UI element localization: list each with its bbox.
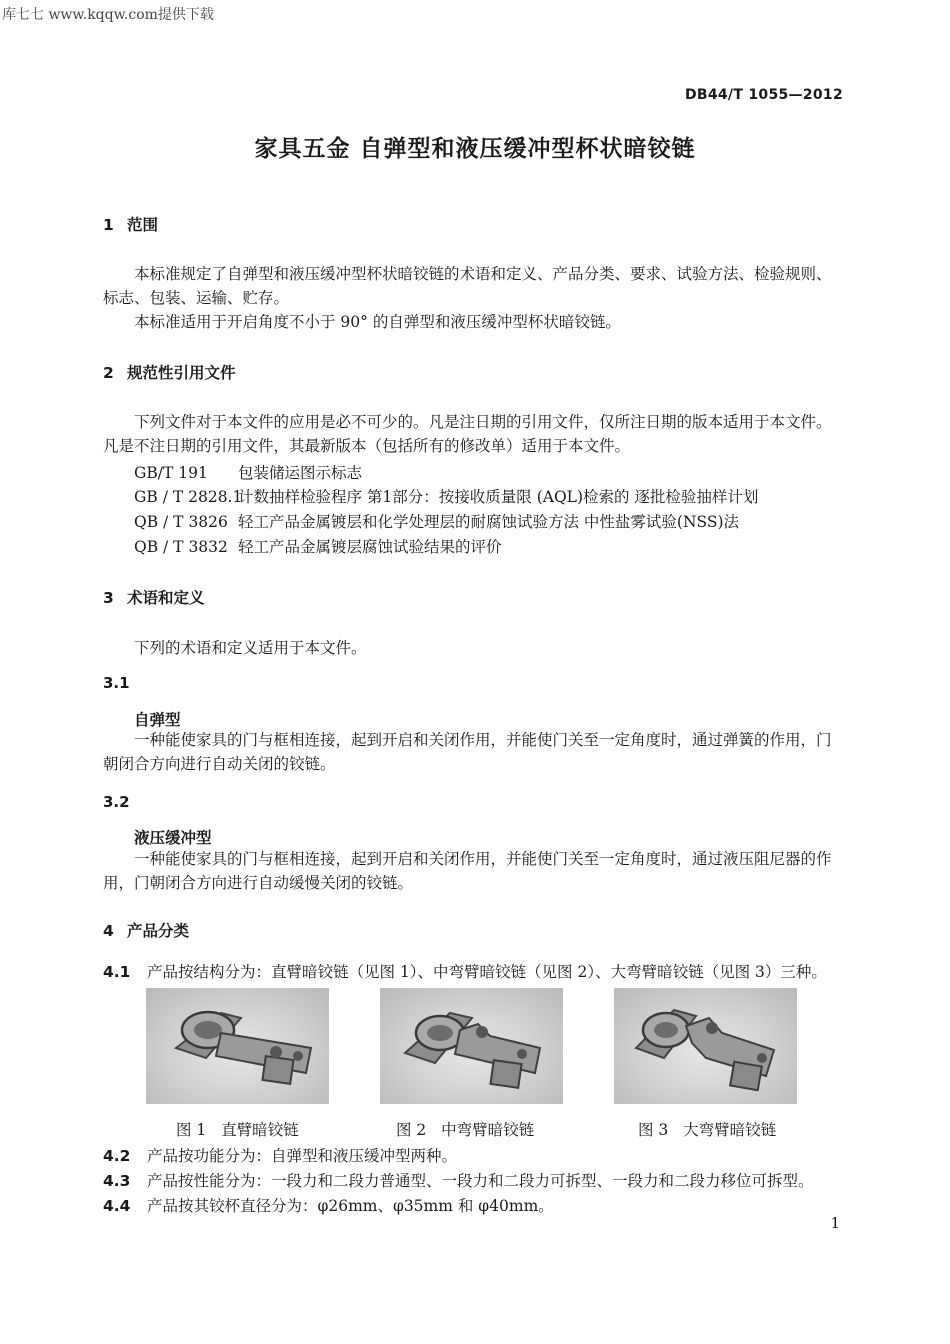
figure-caption-text: 直臂暗铰链 <box>221 1121 299 1139</box>
term-number: 3.2 <box>103 793 130 811</box>
term-number: 3.1 <box>103 674 130 692</box>
clause-4-4 <box>103 1194 554 1216</box>
reference-item <box>134 461 362 483</box>
section-number: 1 <box>103 216 114 234</box>
figure-caption-text: 大弯臂暗铰链 <box>683 1121 777 1139</box>
reference-code: GB/T 191 <box>134 464 208 482</box>
clause-text: 产品按其铰杯直径分为：φ26mm、φ35mm 和 φ40mm。 <box>147 1197 554 1215</box>
section-title: 规范性引用文件 <box>127 364 236 382</box>
figure-1-image <box>146 988 329 1104</box>
clause-4-3 <box>103 1169 814 1191</box>
figure-3-image <box>614 988 797 1104</box>
reference-title: 计数抽样检验程序 第1部分：按接收质量限 (AQL)检索的 逐批检验抽样计划 <box>238 488 759 506</box>
section-number: 3 <box>103 589 114 607</box>
clause-number: 4.2 <box>103 1147 131 1165</box>
figure-label: 图 3 <box>638 1121 669 1139</box>
clause-text: 产品按性能分为：一段力和二段力普通型、一段力和二段力可拆型、一段力和二段力移位可拆型。 <box>147 1172 814 1190</box>
clause-4-1 <box>103 960 827 982</box>
figure-2-image <box>380 988 563 1104</box>
section-1-paragraph-2: 本标准适用于开启角度不小于 90° 的自弹型和液压缓冲型杯状暗铰链。 <box>134 313 621 331</box>
term-name: 自弹型 <box>134 711 181 729</box>
page-title: 家具五金 自弹型和液压缓冲型杯状暗铰链 <box>254 136 696 162</box>
section-1-paragraph-1: 本标准规定了自弹型和液压缓冲型杯状暗铰链的术语和定义、产品分类、要求、试验方法、检验规则、标志、包装、运输、贮存。 <box>103 265 832 307</box>
reference-title: 轻工产品金属镀层腐蚀试验结果的评价 <box>238 538 502 556</box>
reference-title: 包装储运图示标志 <box>238 464 363 482</box>
term-definition: 一种能使家具的门与框相连接，起到开启和关闭作用，并能使门关至一定角度时，通过弹簧的作用，门朝闭合方向进行自动关闭的铰链。 <box>103 731 832 773</box>
clause-number: 4.1 <box>103 963 131 981</box>
clause-4-2 <box>103 1144 457 1166</box>
section-3-intro: 下列的术语和定义适用于本文件。 <box>134 639 367 657</box>
clause-text: 产品按功能分为：自弹型和液压缓冲型两种。 <box>147 1147 458 1165</box>
section-title: 范围 <box>127 216 159 234</box>
page-number: 1 <box>830 1214 840 1232</box>
figure-label: 图 2 <box>396 1121 427 1139</box>
figure-label: 图 1 <box>176 1121 207 1139</box>
reference-code: QB / T 3826 <box>134 513 228 531</box>
reference-item <box>134 535 502 557</box>
section-4-heading <box>103 919 189 941</box>
section-2-intro: 下列文件对于本文件的应用是必不可少的。凡是注日期的引用文件，仅所注日期的版本适用于本文件。凡是不注日期的引用文件，其最新版本（包括所有的修改单）适用于本文件。 <box>103 413 832 455</box>
clause-number: 4.3 <box>103 1172 131 1190</box>
figure-2-caption <box>396 1118 534 1140</box>
reference-code: GB / T 2828.1 <box>134 488 243 506</box>
watermark-text: 库七七 www.kqqw.com提供下载 <box>2 7 214 23</box>
standard-code: DB44/T 1055—2012 <box>684 87 843 103</box>
section-number: 2 <box>103 364 114 382</box>
figure-1-caption <box>176 1118 299 1140</box>
section-1-heading <box>103 213 158 235</box>
term-name: 液压缓冲型 <box>134 829 212 847</box>
reference-title: 轻工产品金属镀层和化学处理层的耐腐蚀试验方法 中性盐雾试验(NSS)法 <box>238 513 740 531</box>
section-2-heading <box>103 361 236 383</box>
section-3-heading <box>103 586 205 608</box>
clause-number: 4.4 <box>103 1197 131 1215</box>
clause-text: 产品按结构分为：直臂暗铰链（见图 1）、中弯臂暗铰链（见图 2）、大弯臂暗铰链（见图 3）三种。 <box>147 963 827 981</box>
reference-code: QB / T 3832 <box>134 538 228 556</box>
reference-item <box>134 510 739 532</box>
figure-caption-text: 中弯臂暗铰链 <box>441 1121 535 1139</box>
section-number: 4 <box>103 922 114 940</box>
term-definition: 一种能使家具的门与框相连接，起到开启和关闭作用，并能使门关至一定角度时，通过液压阻尼器的作用，门朝闭合方向进行自动缓慢关闭的铰链。 <box>103 850 832 892</box>
reference-item <box>134 485 758 507</box>
section-title: 术语和定义 <box>127 589 205 607</box>
section-title: 产品分类 <box>127 922 190 940</box>
figure-3-caption <box>638 1118 776 1140</box>
